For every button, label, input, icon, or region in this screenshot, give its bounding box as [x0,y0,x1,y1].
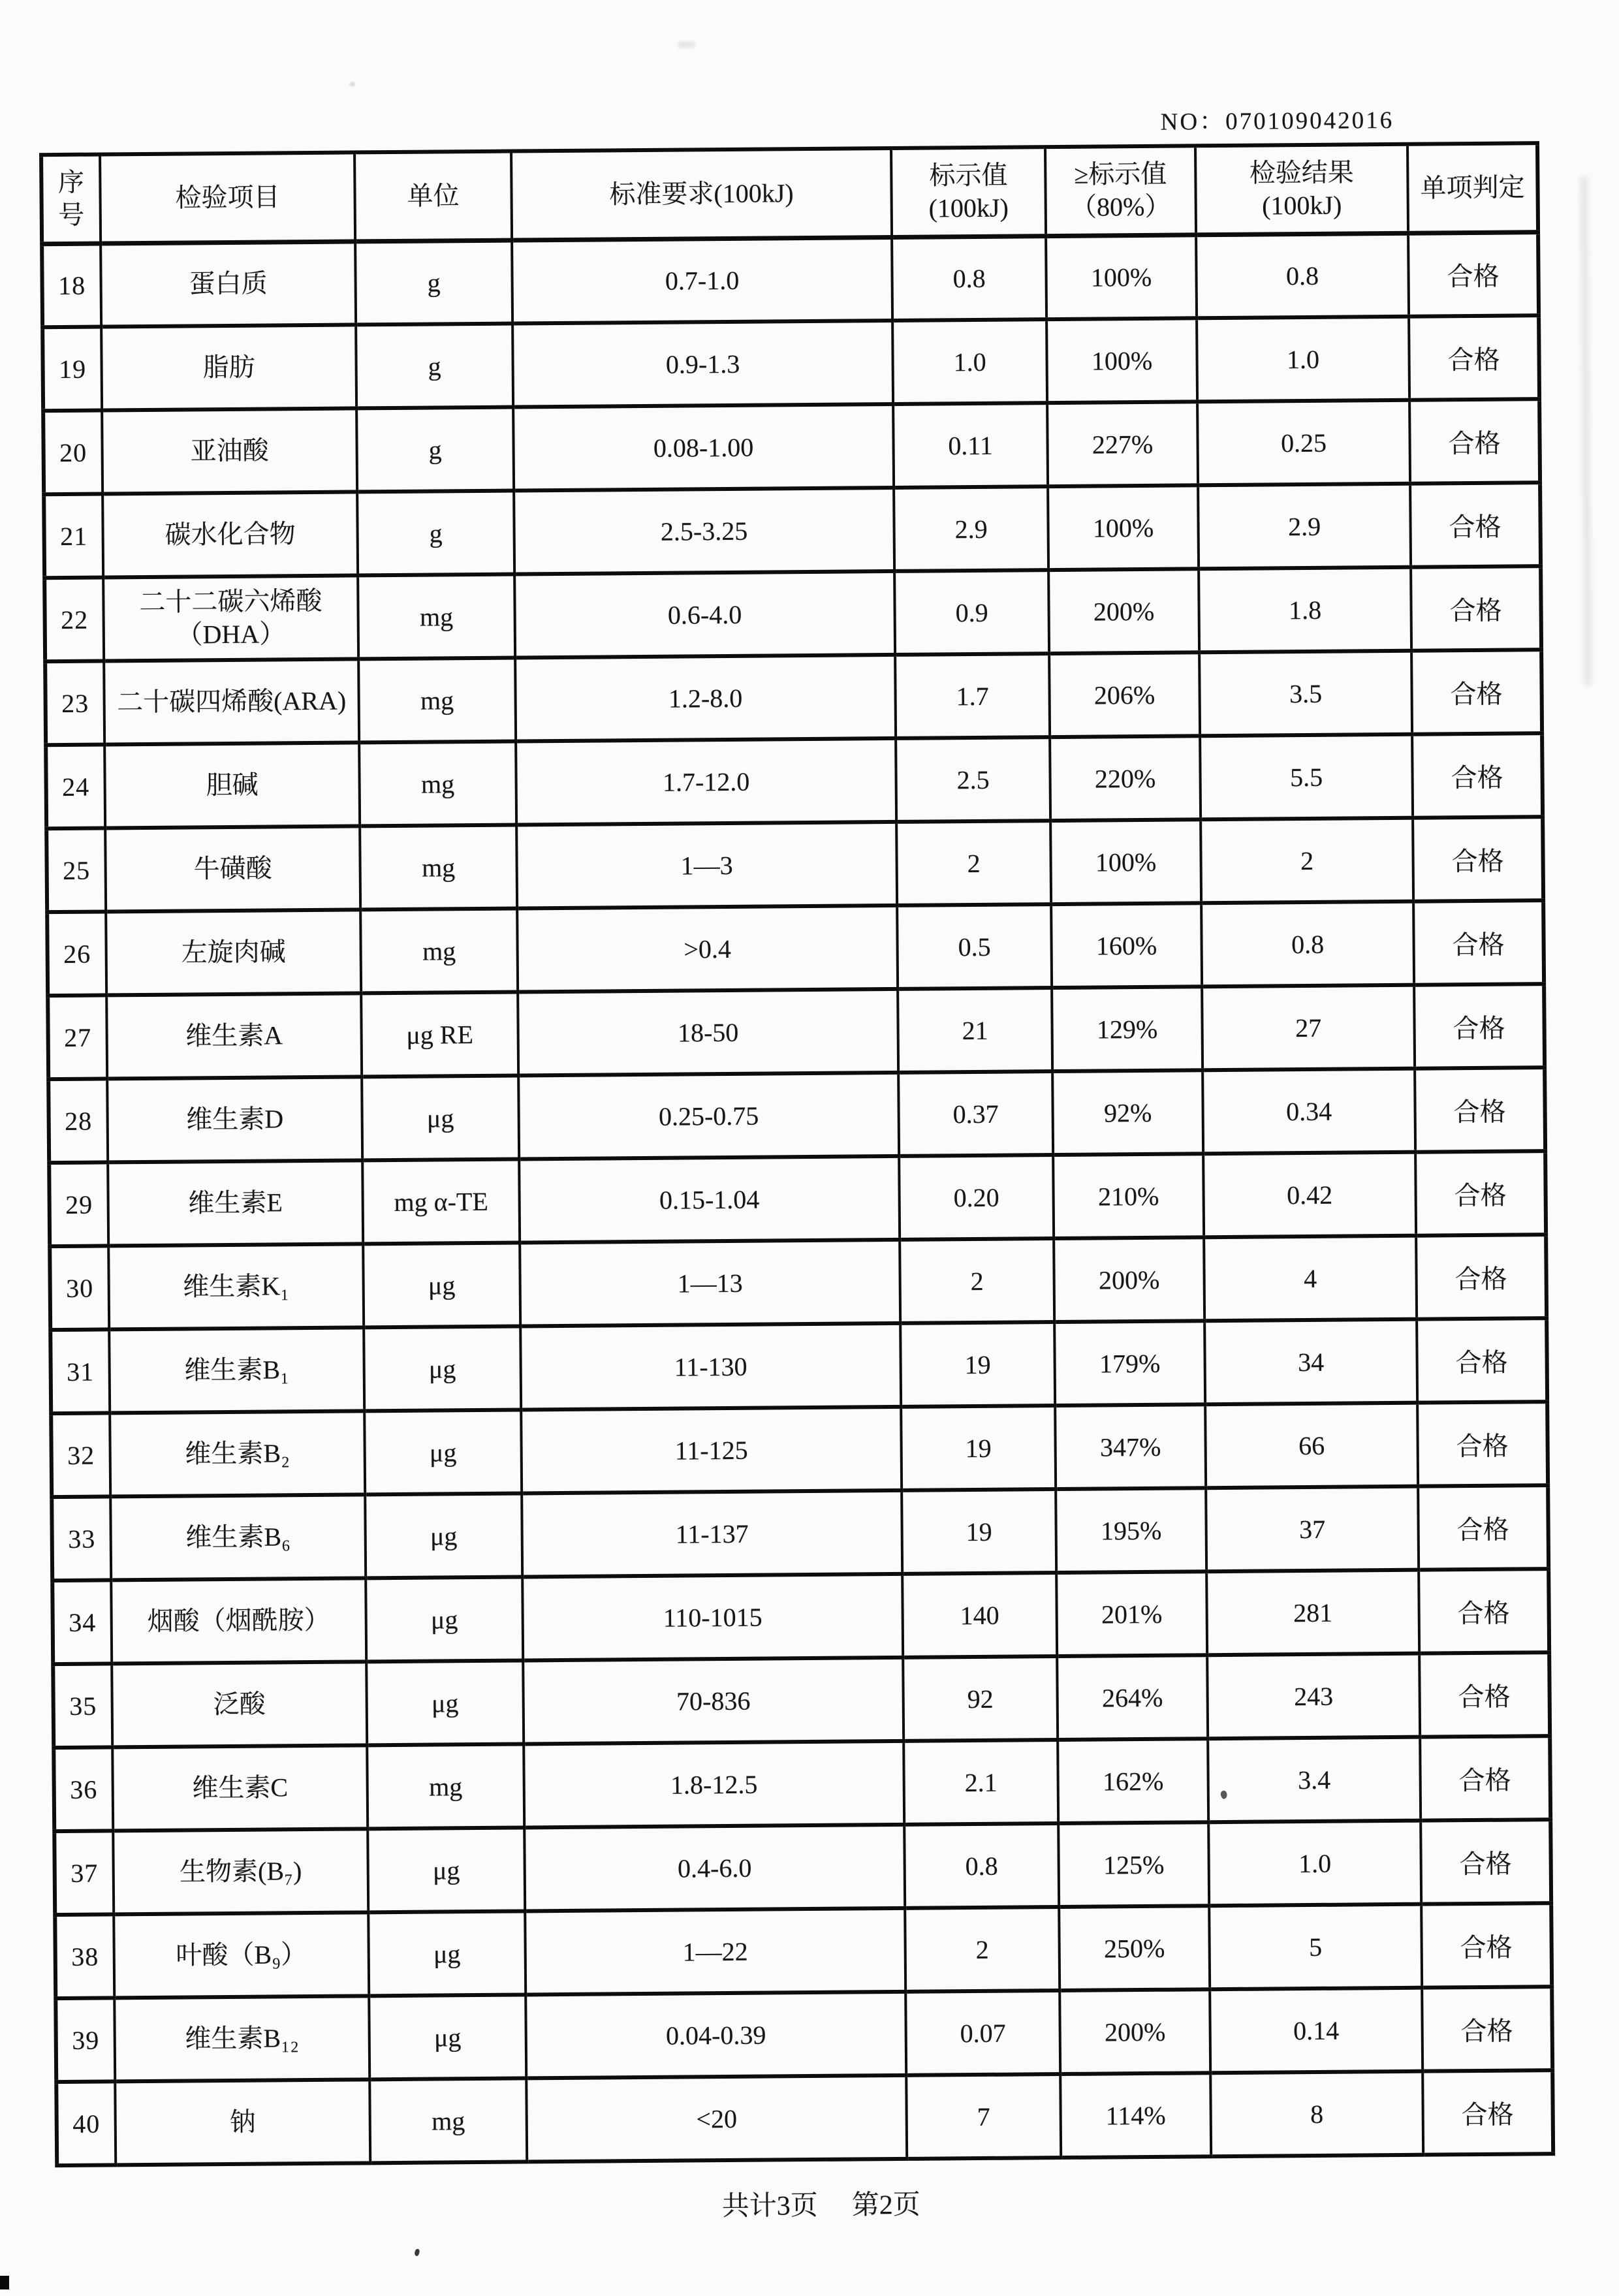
cell-ratio: 250% [1059,1906,1210,1990]
scan-artifact-corner [0,2276,9,2289]
col-header-item: 检验项目 [100,152,355,243]
footer-current-page: 第2页 [851,2190,920,2221]
cell-item: 维生素B₁₂ [114,1996,369,2081]
cell-ratio: 92% [1052,1070,1203,1155]
cell-no: 21 [44,494,103,578]
cell-verdict: 合格 [1423,2070,1553,2155]
cell-unit: μg [363,1242,520,1327]
table-row [54,1736,1550,1831]
cell-ratio: 200% [1048,569,1199,653]
cell-labeled-value: 19 [902,1489,1056,1574]
table-row [44,566,1541,661]
cell-labeled-value: 0.07 [905,1990,1060,2075]
cell-labeled-value: 19 [901,1406,1056,1490]
cell-unit: g [356,324,513,409]
cell-result: 2.9 [1198,484,1411,569]
cell-standard: 0.6-4.0 [514,571,895,658]
cell-no: 27 [48,995,107,1079]
scan-speck [414,2248,420,2257]
table-row [46,817,1543,912]
cell-standard: 1.2-8.0 [515,655,896,742]
cell-ratio: 210% [1053,1154,1204,1238]
cell-standard: 0.08-1.00 [513,404,894,491]
cell-verdict: 合格 [1411,566,1541,651]
cell-result: 1.0 [1208,1821,1421,1906]
cell-no: 39 [55,1998,115,2082]
cell-result: 281 [1206,1570,1419,1656]
cell-item: 维生素B₂ [110,1411,365,1496]
cell-unit: g [356,407,514,492]
cell-ratio: 201% [1056,1571,1207,1656]
cell-item: 维生素B₆ [110,1494,366,1580]
cell-item: 胆碱 [104,742,360,828]
cell-item: 维生素A [106,993,362,1078]
footer-total-pages: 共计3页 [721,2190,818,2222]
cell-result: 0.8 [1196,233,1409,319]
col-header-no: 序号 [41,154,101,244]
col-header-verdict: 单项判定 [1407,143,1538,233]
cell-labeled-value: 1.7 [895,653,1050,738]
cell-no: 25 [46,828,106,912]
cell-standard: 0.7-1.0 [512,237,892,324]
cell-labeled-value: 1.0 [892,319,1047,404]
cell-labeled-value: 21 [898,988,1052,1073]
cell-item: 维生素B₁ [109,1327,364,1413]
cell-no: 37 [54,1831,114,1915]
cell-verdict: 合格 [1415,1067,1545,1152]
cell-item: 维生素D [107,1077,362,1162]
cell-labeled-value: 0.20 [899,1155,1054,1240]
cell-standard: 2.5-3.25 [514,488,894,574]
cell-unit: μg [368,1911,526,1996]
cell-standard: 1—13 [520,1240,900,1327]
table-row [49,1151,1546,1246]
cell-verdict: 合格 [1408,232,1539,317]
cell-verdict: 合格 [1412,733,1543,818]
cell-no: 24 [46,744,105,828]
cell-item: 维生素K₁ [108,1244,364,1329]
cell-unit: μg [368,1827,525,1912]
cell-result: 0.25 [1197,400,1410,486]
cell-verdict: 合格 [1419,1569,1549,1654]
cell-unit: μg [365,1493,522,1578]
cell-item: 二十二碳六烯酸 （DHA） [103,575,358,661]
cell-standard: 0.4-6.0 [524,1825,905,1911]
cell-unit: g [357,491,514,576]
cell-result: 0.14 [1210,1988,1423,2073]
cell-labeled-value: 2.9 [894,486,1048,571]
cell-labeled-value: 0.11 [893,403,1048,488]
cell-item: 叶酸（B₉） [114,1912,369,1998]
cell-verdict: 合格 [1413,817,1543,902]
table-row [52,1569,1549,1664]
cell-no: 40 [56,2081,116,2165]
cell-unit: mg α-TE [362,1159,520,1244]
cell-ratio: 114% [1060,2073,1211,2158]
cell-ratio: 200% [1054,1237,1204,1322]
cell-no: 36 [54,1747,113,1831]
col-header-standard: 标准要求(100kJ) [511,148,892,240]
cell-result: 1.0 [1197,317,1409,402]
cell-result: 1.8 [1199,567,1411,653]
cell-standard: 11-130 [520,1323,901,1410]
cell-no: 19 [42,326,102,411]
cell-result: 0.8 [1201,902,1414,987]
cell-result: 243 [1207,1654,1420,1739]
cell-standard: 1—3 [516,822,897,909]
cell-labeled-value: 0.8 [904,1823,1059,1908]
table-row [48,1067,1545,1163]
cell-item: 牛磺酸 [105,826,360,911]
table-row [50,1318,1547,1413]
col-header-ratio: ≥标示值 （80%） [1045,146,1196,236]
page-footer [684,2182,958,2224]
cell-item: 脂肪 [101,324,356,410]
cell-labeled-value: 2 [900,1238,1054,1323]
cell-result: 3.4 [1208,1737,1421,1823]
cell-ratio: 195% [1056,1488,1206,1573]
cell-item: 二十碳四烯酸(ARA) [104,659,359,744]
cell-no: 20 [43,410,102,494]
cell-verdict: 合格 [1422,1987,1552,2071]
cell-verdict: 合格 [1414,984,1545,1069]
cell-ratio: 227% [1047,401,1198,486]
cell-labeled-value: 19 [900,1322,1055,1407]
cell-standard: 18-50 [518,989,898,1076]
cell-labeled-value: 7 [906,2074,1061,2159]
cell-verdict: 合格 [1421,1819,1551,1904]
table-row [43,399,1540,494]
table-row [55,1987,1552,2082]
table-row [52,1485,1548,1580]
table-row [54,1819,1551,1915]
cell-no: 33 [52,1496,111,1580]
cell-unit: mg [358,658,516,743]
document-number: NO：070109042016 [1160,106,1394,136]
cell-ratio: 179% [1054,1321,1205,1406]
cell-ratio: 206% [1049,652,1200,737]
cell-result: 4 [1204,1236,1417,1321]
cell-verdict: 合格 [1417,1402,1548,1486]
cell-standard: 0.15-1.04 [519,1156,900,1243]
cell-ratio: 160% [1051,903,1202,988]
cell-ratio: 220% [1050,736,1201,821]
cell-verdict: 合格 [1409,315,1539,400]
cell-unit: μg [364,1409,522,1494]
cell-unit: mg [367,1744,524,1829]
cell-item: 烟酸（烟酰胺） [111,1578,366,1663]
cell-no: 23 [45,661,104,745]
cell-labeled-value: 140 [902,1573,1057,1658]
cell-ratio: 347% [1055,1404,1206,1489]
cell-item: 泛酸 [112,1661,367,1747]
cell-verdict: 合格 [1413,900,1544,985]
cell-labeled-value: 2.5 [896,737,1050,822]
col-header-unit: 单位 [354,151,512,242]
cell-standard: 0.9-1.3 [512,321,893,407]
cell-result: 3.5 [1199,651,1412,736]
cell-no: 31 [50,1329,110,1413]
table-row [50,1234,1547,1330]
cell-unit: mg [360,909,518,994]
cell-no: 38 [55,1914,114,1998]
cell-result: 5 [1209,1904,1422,1990]
table-row [47,900,1544,996]
cell-item: 碳水化合物 [102,492,358,577]
cell-no: 35 [53,1663,112,1748]
cell-ratio: 200% [1060,1989,1210,2074]
cell-verdict: 合格 [1409,399,1540,484]
cell-verdict: 合格 [1411,650,1542,734]
cell-result: 0.34 [1202,1069,1415,1154]
cell-ratio: 100% [1046,234,1197,319]
cell-verdict: 合格 [1419,1652,1550,1737]
cell-ratio: 100% [1046,318,1197,403]
cell-no: 29 [49,1162,108,1246]
cell-result: 37 [1206,1486,1419,1572]
table-row [56,2070,1553,2165]
scan-speck [678,41,695,48]
cell-verdict: 合格 [1410,482,1541,567]
cell-standard: 1.8-12.5 [524,1741,904,1828]
cell-no: 34 [52,1580,112,1664]
cell-standard: 0.25-0.75 [518,1073,899,1159]
cell-unit: mg [358,574,515,659]
cell-labeled-value: 0.5 [897,904,1052,989]
cell-labeled-value: 0.9 [894,570,1049,655]
table-row [42,315,1539,411]
table-row [45,650,1542,745]
cell-no: 26 [47,911,106,996]
cell-result: 27 [1202,985,1415,1071]
col-header-result: 检验结果 (100kJ) [1195,144,1408,235]
cell-standard: >0.4 [517,905,898,992]
cell-standard: 0.04-0.39 [526,1992,906,2079]
cell-no: 32 [51,1413,110,1497]
cell-item: 蛋白质 [101,241,356,326]
cell-labeled-value: 0.8 [892,236,1046,321]
cell-labeled-value: 0.37 [898,1071,1053,1156]
table-row [46,733,1543,828]
col-header-labeled-value: 标示值 (100kJ) [891,147,1046,237]
cell-standard: 70-836 [523,1658,904,1744]
cell-labeled-value: 92 [903,1656,1058,1741]
cell-verdict: 合格 [1415,1151,1546,1236]
cell-standard: 11-125 [521,1407,902,1494]
cell-labeled-value: 2 [896,821,1051,905]
cell-verdict: 合格 [1417,1318,1547,1403]
cell-ratio: 264% [1057,1655,1208,1740]
cell-item: 生物素(B₇) [113,1829,368,1914]
cell-standard: 1.7-12.0 [516,738,896,825]
cell-no: 22 [44,577,104,661]
cell-unit: μg [366,1577,523,1661]
table-row [53,1652,1550,1748]
cell-ratio: 100% [1050,819,1201,904]
cell-no: 28 [48,1078,108,1163]
cell-unit: μg [366,1660,524,1745]
table-row [48,984,1545,1079]
cell-result: 34 [1204,1319,1417,1405]
cell-result: 66 [1205,1403,1418,1488]
scan-streak [1580,177,1592,686]
cell-unit: μg [362,1075,519,1160]
cell-standard: 11-137 [522,1490,902,1577]
cell-item: 维生素C [112,1745,368,1831]
cell-unit: μg RE [361,992,518,1077]
cell-no: 30 [50,1246,109,1330]
cell-verdict: 合格 [1420,1736,1550,1821]
cell-result: 5.5 [1200,734,1413,820]
cell-standard: 1—22 [525,1908,905,1995]
cell-verdict: 合格 [1418,1485,1548,1570]
cell-verdict: 合格 [1416,1234,1547,1319]
cell-unit: mg [359,742,516,826]
cell-ratio: 129% [1052,986,1202,1071]
cell-standard: <20 [526,2075,907,2162]
cell-item: 维生素E [108,1160,363,1246]
scan-speck [349,82,355,86]
table-row [55,1903,1552,1998]
cell-unit: μg [364,1326,521,1411]
cell-result: 0.42 [1203,1152,1416,1238]
cell-item: 左旋肉碱 [106,909,361,995]
cell-item: 亚油酸 [102,408,357,494]
cell-ratio: 100% [1048,485,1199,570]
cell-ratio: 125% [1058,1822,1209,1907]
cell-result: 2 [1201,818,1413,904]
cell-labeled-value: 2.1 [904,1740,1058,1825]
table-row [44,482,1541,578]
cell-unit: μg [369,1994,526,2079]
table-row [51,1402,1548,1497]
cell-ratio: 162% [1058,1738,1208,1823]
cell-result: 8 [1210,2071,1423,2157]
table-header-row [41,143,1538,244]
cell-unit: mg [360,825,517,910]
table-row [42,232,1539,327]
cell-unit: g [355,240,512,325]
cell-standard: 110-1015 [522,1574,903,1661]
cell-no: 18 [42,243,101,327]
cell-unit: mg [369,2078,527,2163]
cell-labeled-value: 2 [905,1907,1060,1992]
inspection-table [39,141,1555,2167]
cell-verdict: 合格 [1421,1903,1552,1988]
cell-item: 钠 [115,2079,370,2165]
